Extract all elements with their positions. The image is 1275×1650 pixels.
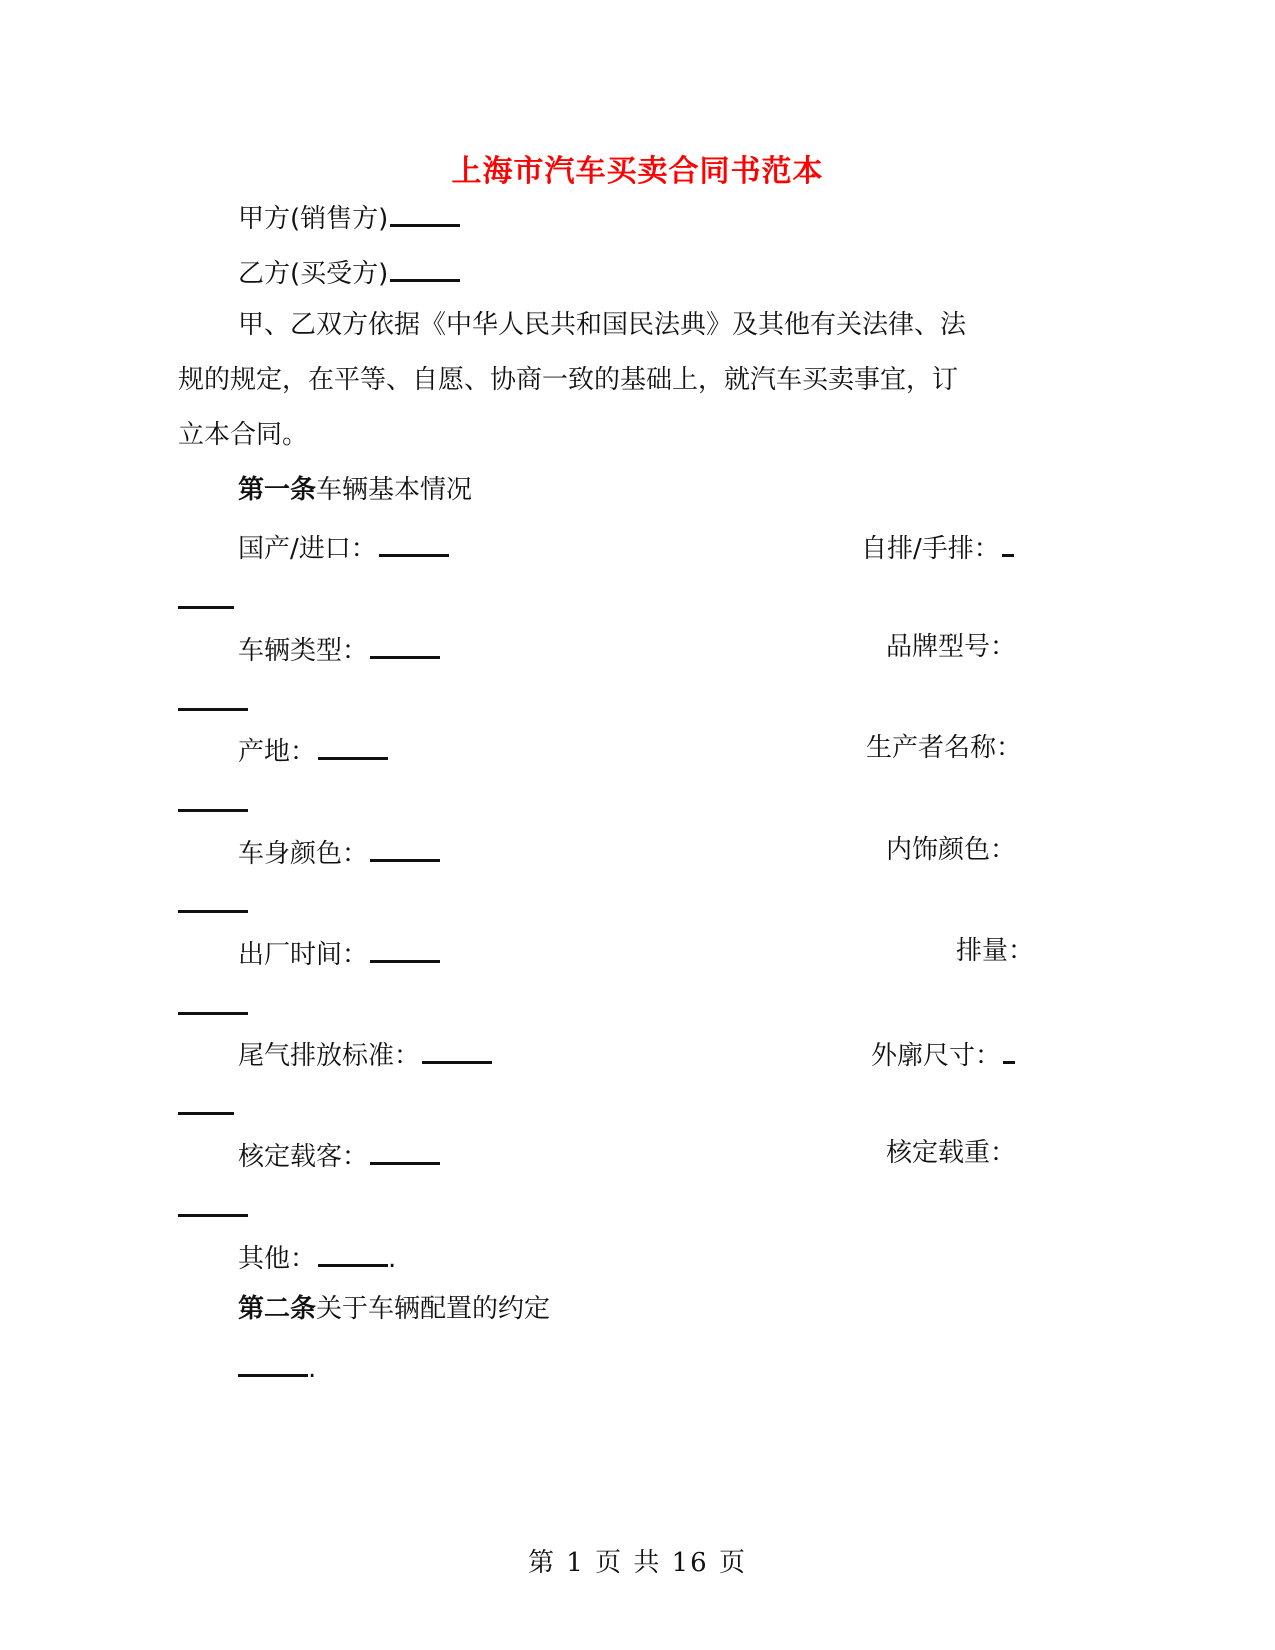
field-body-color-label: 车身颜色： bbox=[238, 839, 369, 869]
field-factory-date-label: 出厂时间： bbox=[238, 940, 369, 970]
field-manufacturer bbox=[866, 733, 1022, 763]
party-b-line bbox=[238, 255, 460, 289]
field-origin-blank bbox=[379, 530, 449, 557]
field-place bbox=[238, 733, 388, 767]
document-title: 上海市汽车买卖合同书范本 bbox=[451, 154, 824, 189]
article-2-period: . bbox=[308, 1354, 317, 1384]
article-2-blank-line bbox=[236, 1350, 316, 1384]
field-other bbox=[238, 1240, 396, 1274]
field-displacement-blank bbox=[178, 1012, 248, 1015]
article-1-label: 第一条 bbox=[238, 475, 317, 505]
field-factory-date bbox=[238, 936, 440, 970]
intro-line-2: 规的规定，在平等、自愿、协商一致的基础上，就汽车买卖事宜，订 bbox=[178, 365, 959, 395]
article-2-text: 关于车辆配置的约定 bbox=[316, 1294, 551, 1324]
field-vehicle-type-blank bbox=[370, 632, 440, 659]
intro-line-1: 甲、乙双方依据《中华人民共和国民法典》及其他有关法律、法 bbox=[238, 310, 967, 340]
field-emission bbox=[238, 1037, 492, 1071]
party-a-blank bbox=[390, 200, 460, 227]
field-place-blank bbox=[318, 733, 388, 760]
field-displacement-label: 排量： bbox=[956, 936, 1035, 966]
field-load bbox=[886, 1138, 1016, 1168]
article-2-blank bbox=[238, 1350, 308, 1377]
intro-line-3: 立本合同。 bbox=[178, 420, 309, 450]
party-b-label: 乙方(买受方) bbox=[238, 259, 389, 289]
field-passengers-blank bbox=[370, 1138, 440, 1165]
article-1-heading bbox=[238, 475, 472, 505]
field-brand-model-blank bbox=[178, 708, 248, 711]
field-dimensions-label: 外廓尺寸： bbox=[871, 1041, 1002, 1071]
party-b-blank bbox=[390, 255, 460, 282]
field-transmission-blank-cont bbox=[178, 606, 234, 609]
field-dimensions bbox=[871, 1037, 1015, 1071]
field-origin bbox=[238, 530, 449, 564]
field-other-period: . bbox=[388, 1244, 397, 1274]
field-place-label: 产地： bbox=[238, 737, 317, 767]
field-transmission-blank bbox=[1002, 530, 1014, 557]
article-1-text: 车辆基本情况 bbox=[316, 475, 473, 505]
field-emission-label: 尾气排放标准： bbox=[238, 1041, 421, 1071]
field-emission-blank bbox=[422, 1037, 492, 1064]
field-interior-color-label: 内饰颜色： bbox=[886, 835, 1017, 865]
field-other-blank bbox=[318, 1240, 388, 1267]
party-a-line bbox=[238, 200, 460, 234]
field-transmission bbox=[861, 530, 1014, 564]
field-interior-color bbox=[886, 835, 1016, 865]
field-load-label: 核定载重： bbox=[886, 1138, 1017, 1168]
field-vehicle-type-label: 车辆类型： bbox=[238, 636, 369, 666]
field-factory-date-blank bbox=[370, 936, 440, 963]
field-passengers-label: 核定载客： bbox=[238, 1142, 369, 1172]
page-footer: 第 1 页 共 16 页 bbox=[528, 1548, 747, 1578]
field-brand-model bbox=[886, 632, 1016, 662]
field-passengers bbox=[238, 1138, 440, 1172]
field-manufacturer-blank bbox=[178, 809, 248, 812]
field-transmission-label: 自排/手排： bbox=[861, 534, 1000, 564]
field-body-color bbox=[238, 835, 440, 869]
field-interior-color-blank bbox=[178, 910, 248, 913]
article-2-heading bbox=[238, 1294, 550, 1324]
field-dimensions-blank bbox=[1003, 1037, 1015, 1064]
field-body-color-blank bbox=[370, 835, 440, 862]
field-displacement bbox=[956, 936, 1034, 966]
article-2-label: 第二条 bbox=[238, 1294, 317, 1324]
field-brand-model-label: 品牌型号： bbox=[886, 632, 1017, 662]
field-dimensions-blank-cont bbox=[178, 1112, 234, 1115]
field-manufacturer-label: 生产者名称： bbox=[866, 733, 1023, 763]
field-other-label: 其他： bbox=[238, 1244, 317, 1274]
party-a-label: 甲方(销售方) bbox=[238, 204, 389, 234]
field-load-blank bbox=[178, 1214, 248, 1217]
field-vehicle-type bbox=[238, 632, 440, 666]
field-origin-label: 国产/进口： bbox=[238, 534, 377, 564]
